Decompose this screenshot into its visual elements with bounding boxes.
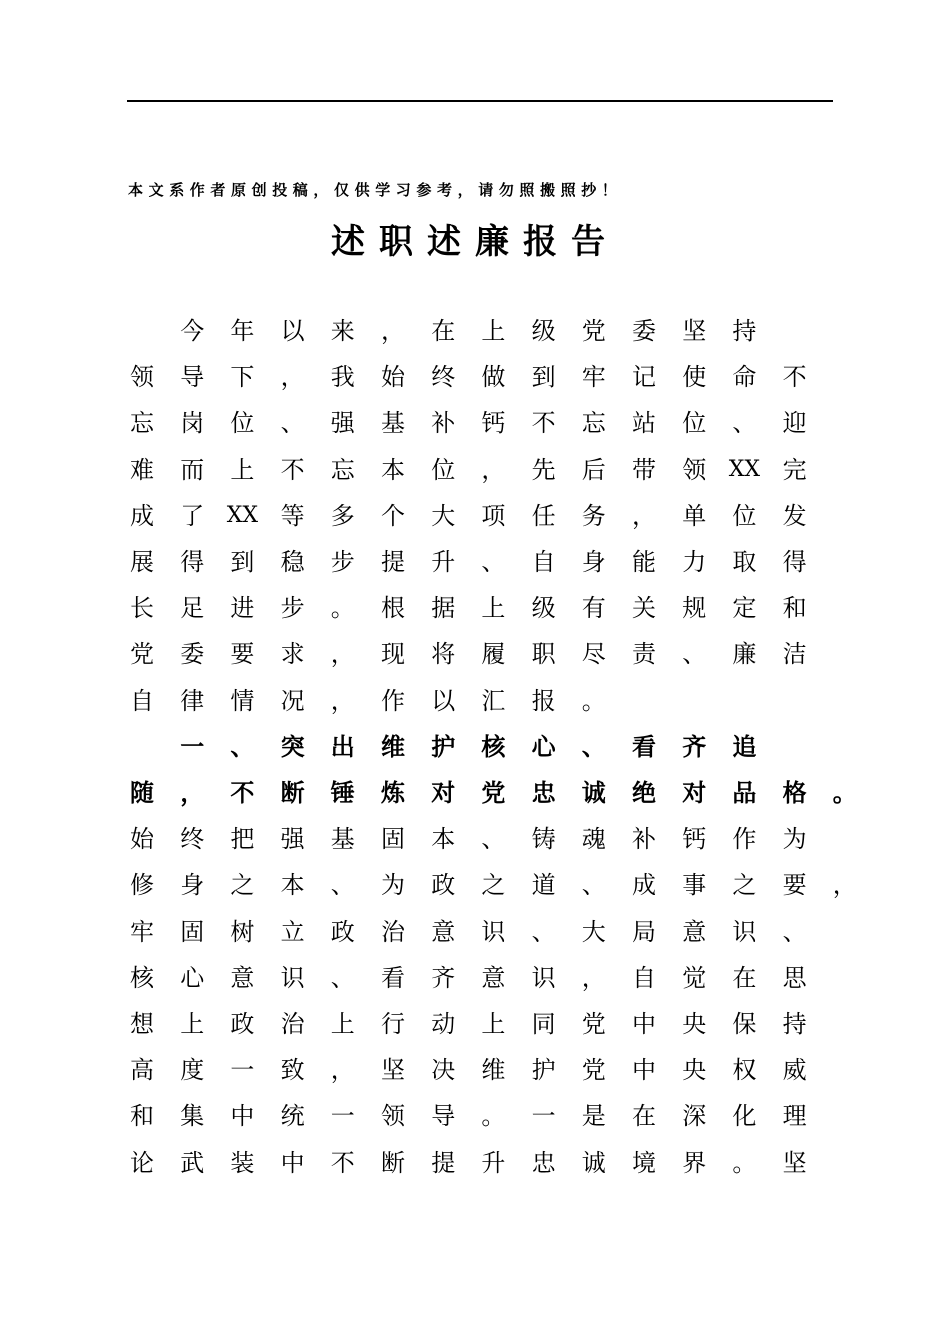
document-title: 述职述廉报告 [331, 222, 619, 262]
header-rule [127, 100, 833, 102]
copyright-notice: 本文系作者原创投稿，仅供学习参考，请勿照搬照抄！ [128, 181, 623, 199]
